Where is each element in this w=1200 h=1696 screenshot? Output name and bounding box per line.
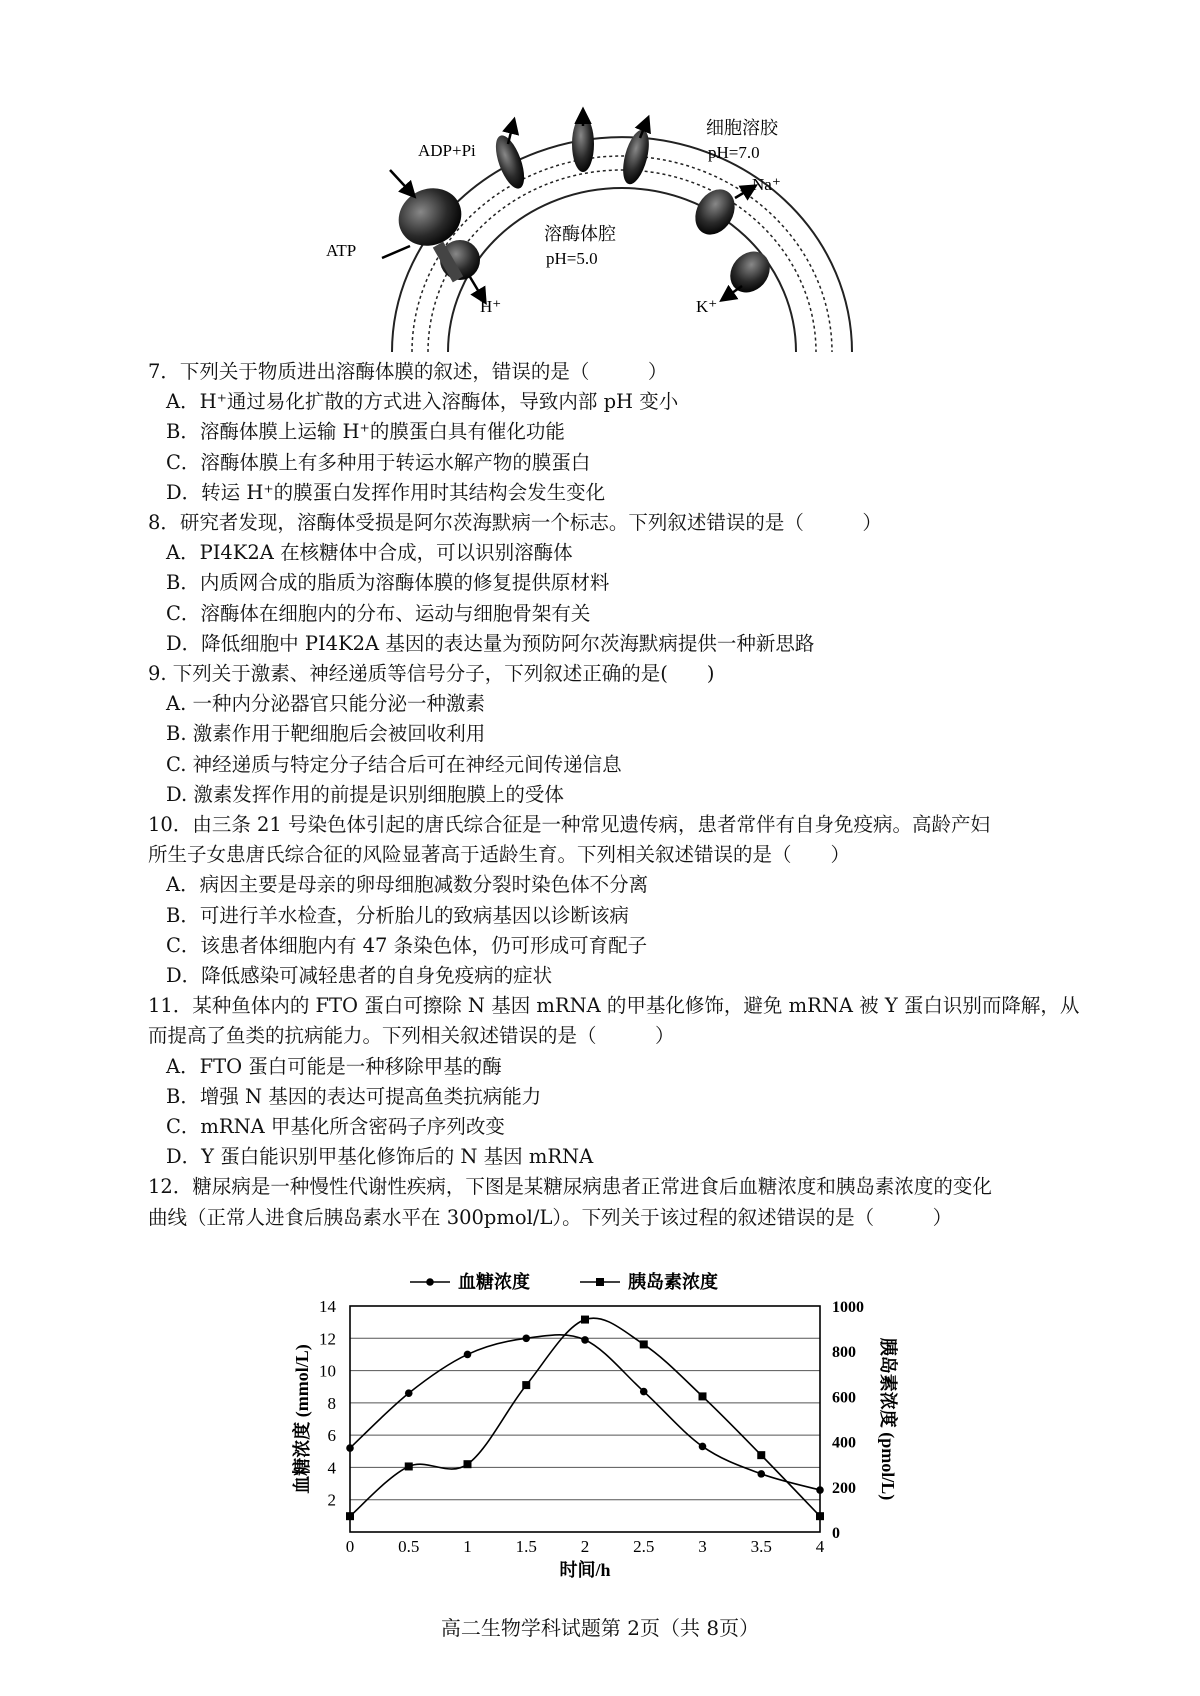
- y-left-tick-label: 4: [327, 1458, 336, 1478]
- data-point: [757, 1451, 765, 1459]
- answer-option: B．内质网合成的脂质为溶酶体膜的修复提供原材料: [166, 571, 610, 595]
- data-point: [405, 1462, 413, 1470]
- answer-option: A．病因主要是母亲的卵母细胞减数分裂时染色体不分离: [166, 873, 649, 897]
- question-stem: 11．某种鱼体内的 FTO 蛋白可擦除 N 基因 mRNA 的甲基化修饰，避免 mRNA 被 Y 蛋白识别而降解，从: [148, 994, 1080, 1018]
- answer-option: B. 激素作用于靶细胞后会被回收利用: [166, 722, 486, 746]
- x-tick-label: 4: [815, 1537, 825, 1556]
- atp-label: ATP: [326, 241, 357, 260]
- lumen-ph-label: pH=5.0: [546, 249, 598, 268]
- question-stem: 所生子女患唐氏综合征的风险显著高于适龄生育。下列相关叙述错误的是（ ）: [148, 843, 851, 867]
- y-left-tick-label: 12: [319, 1329, 336, 1349]
- question-stem: 9. 下列关于激素、神经递质等信号分子，下列叙述正确的是( ): [148, 662, 715, 685]
- y-right-tick-label: 1000: [832, 1299, 864, 1316]
- y-left-tick-label: 2: [327, 1490, 336, 1510]
- data-point: [640, 1340, 648, 1348]
- legend-label: 血糖浓度: [458, 1272, 530, 1292]
- y-left-tick-label: 14: [319, 1297, 336, 1316]
- data-point: [522, 1381, 530, 1389]
- y-right-tick-label: 200: [832, 1479, 856, 1497]
- k-ion-label: K⁺: [696, 297, 718, 316]
- data-point: [405, 1389, 413, 1397]
- y-left-tick-label: 8: [327, 1393, 336, 1413]
- answer-option: C．溶酶体膜上有多种用于转运水解产物的膜蛋白: [166, 450, 591, 474]
- series-line: [350, 1335, 820, 1490]
- answer-option: D．Y 蛋白能识别甲基化修饰后的 N 基因 mRNA: [166, 1145, 594, 1169]
- lysosome-membrane-diagram: [326, 112, 890, 352]
- data-point: [581, 1316, 589, 1324]
- x-tick-label: 3: [698, 1537, 707, 1556]
- x-tick-label: 0: [345, 1537, 355, 1556]
- question-stem: 而提高了鱼类的抗病能力。下列相关叙述错误的是（ ）: [148, 1024, 675, 1048]
- y-right-tick-label: 800: [832, 1344, 856, 1362]
- answer-option: C. 神经递质与特定分子结合后可在神经元间传递信息: [166, 752, 622, 776]
- legend-label: 胰岛素浓度: [628, 1272, 718, 1292]
- legend-marker: [596, 1278, 604, 1286]
- data-point: [522, 1334, 530, 1342]
- x-tick-label: 0.5: [398, 1537, 420, 1556]
- cytosol-label: 细胞溶胶: [706, 118, 778, 138]
- data-point: [346, 1512, 354, 1520]
- data-point: [464, 1460, 472, 1468]
- question-stem: 8．研究者发现，溶酶体受损是阿尔茨海默病一个标志。下列叙述错误的是（ ）: [148, 511, 882, 534]
- answer-option: A．H⁺通过易化扩散的方式进入溶酶体，导致内部 pH 变小: [166, 390, 679, 414]
- data-point: [699, 1392, 707, 1400]
- answer-option: D．转运 H⁺的膜蛋白发挥作用时其结构会发生变化: [166, 480, 606, 504]
- y-right-axis-title: 胰岛素浓度 (pmol/L): [878, 1337, 898, 1501]
- answer-option: A．PI4K2A 在核糖体中合成，可以识别溶酶体: [166, 541, 573, 565]
- y-left-axis-title: 血糖浓度 (mmol/L): [292, 1344, 312, 1494]
- answer-option: B．增强 N 基因的表达可提高鱼类抗病能力: [166, 1084, 542, 1108]
- lumen-label: 溶酶体腔: [544, 224, 616, 244]
- y-right-tick-label: 0: [832, 1525, 840, 1542]
- answer-option: D．降低细胞中 PI4K2A 基因的表达量为预防阿尔茨海默病提供一种新思路: [166, 631, 815, 655]
- x-tick-label: 1: [463, 1537, 472, 1556]
- na-ion-label: Na⁺: [752, 175, 781, 194]
- x-tick-label: 2.5: [633, 1537, 655, 1556]
- answer-option: B．溶酶体膜上运输 H⁺的膜蛋白具有催化功能: [166, 420, 565, 444]
- page-footer: 高二生物学科试题第 2页（共 8页）: [440, 1616, 760, 1640]
- answer-option: A．FTO 蛋白可能是一种移除甲基的酶: [166, 1054, 502, 1078]
- x-tick-label: 3.5: [750, 1537, 772, 1556]
- question-stem: 12．糖尿病是一种慢性代谢性疾病，下图是某糖尿病患者正常进食后血糖浓度和胰岛素浓度的变化: [148, 1175, 992, 1199]
- data-point: [640, 1388, 648, 1396]
- data-point: [581, 1336, 589, 1344]
- data-point: [816, 1512, 824, 1520]
- answer-option: B．可进行羊水检查，分析胎儿的致病基因以诊断该病: [166, 903, 629, 927]
- question-stem: 7．下列关于物质进出溶酶体膜的叙述，错误的是（ ）: [148, 360, 668, 383]
- x-axis-title: 时间/h: [559, 1560, 611, 1580]
- glucose-insulin-chart: [290, 1270, 930, 1590]
- x-tick-label: 2: [580, 1537, 590, 1556]
- data-point: [464, 1351, 472, 1359]
- y-left-tick-label: 6: [327, 1426, 336, 1446]
- series-line: [350, 1318, 820, 1516]
- answer-option: C．mRNA 甲基化所含密码子序列改变: [166, 1115, 505, 1138]
- question-stem: 10．由三条 21 号染色体引起的唐氏综合征是一种常见遗传病，患者常伴有自身免疫病。高龄产妇: [148, 813, 991, 836]
- answer-option: C．该患者体细胞内有 47 条染色体，仍可形成可育配子: [166, 933, 648, 957]
- data-point: [816, 1486, 824, 1494]
- y-right-tick-label: 600: [832, 1389, 856, 1407]
- adp-label: ADP+Pi: [418, 141, 476, 160]
- answer-option: D．降低感染可减轻患者的自身免疫病的症状: [166, 964, 553, 987]
- data-point: [757, 1470, 765, 1478]
- y-left-tick-label: 10: [319, 1361, 336, 1381]
- legend-marker: [426, 1278, 434, 1286]
- h-ion-label: H⁺: [480, 297, 502, 316]
- question-stem: 曲线（正常人进食后胰岛素水平在 300pmol/L）。下列关于该过程的叙述错误的是（ ）: [148, 1205, 953, 1229]
- answer-option: C．溶酶体在细胞内的分布、运动与细胞骨架有关: [166, 601, 591, 625]
- data-point: [699, 1443, 707, 1451]
- x-tick-label: 1.5: [515, 1537, 537, 1556]
- y-right-tick-label: 400: [832, 1434, 856, 1452]
- data-point: [346, 1444, 354, 1452]
- cytosol-ph-label: pH=7.0: [708, 143, 760, 162]
- answer-option: A. 一种内分泌器官只能分泌一种激素: [166, 692, 485, 716]
- answer-option: D. 激素发挥作用的前提是识别细胞膜上的受体: [166, 782, 564, 806]
